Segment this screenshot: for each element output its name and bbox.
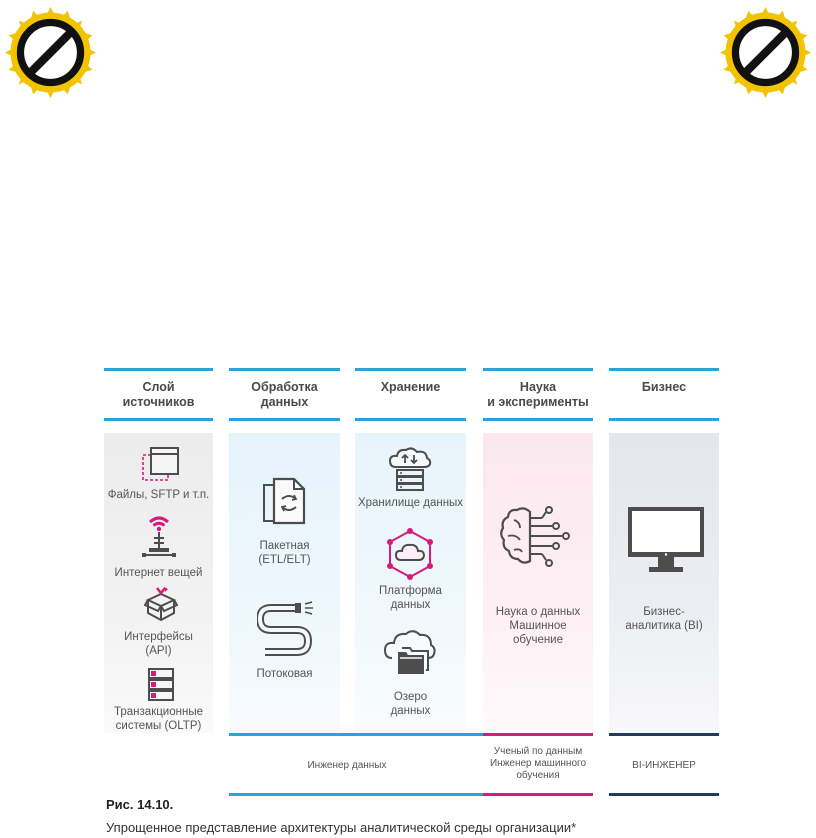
header-line-business-top — [609, 368, 719, 371]
footer-line-ds-top — [483, 733, 593, 736]
stream-pipe-icon — [257, 601, 315, 659]
ai-brain-circuit-icon — [500, 506, 574, 568]
label-batch: Пакетная (ETL/ELT) — [258, 540, 311, 566]
panel-business — [609, 433, 719, 733]
header-line-science-bottom — [483, 418, 593, 421]
role-data-scientist-ml-engineer: Ученый по данным Инженер машинного обучения — [489, 746, 587, 781]
column-title-storage: Хранение — [380, 380, 441, 394]
column-title-sources: Слой источников — [122, 380, 195, 409]
header-line-storage-bottom — [355, 418, 466, 421]
label-data-science: Наука о данных Машинное обучение — [495, 606, 581, 646]
figure-caption: Упрощенное представление архитектуры аналитической среды организации* — [106, 820, 577, 835]
prohibited-badge-right-icon — [720, 7, 811, 98]
column-title-science: Наука и эксперименты — [487, 380, 589, 409]
header-line-storage-top — [355, 368, 466, 371]
api-box-icon — [144, 586, 178, 622]
header-line-processing-bottom — [229, 418, 340, 421]
iot-wifi-icon — [141, 512, 177, 558]
label-stream: Потоковая — [256, 668, 313, 680]
label-lake: Озеро данных — [390, 691, 431, 717]
header-line-sources-bottom — [104, 418, 213, 421]
header-line-sources-top — [104, 368, 213, 371]
label-warehouse: Хранилище данных — [357, 497, 464, 509]
batch-documents-icon — [262, 477, 308, 527]
bi-monitor-icon — [627, 506, 705, 574]
header-line-science-top — [483, 368, 593, 371]
header-line-processing-top — [229, 368, 340, 371]
column-title-processing: Обработка данных — [251, 380, 318, 409]
label-platform: Платформа данных — [379, 585, 442, 611]
role-bi-engineer: BI-ИНЖЕНЕР — [632, 760, 696, 771]
lake-cloud-folders-icon — [384, 628, 436, 676]
footer-line-bi-top — [609, 733, 719, 736]
platform-hexagon-cloud-icon — [386, 528, 434, 580]
figure-number: Рис. 14.10. — [106, 797, 174, 812]
label-api: Интерфейсы (API) — [124, 631, 193, 657]
warehouse-cloud-server-icon — [388, 447, 432, 491]
footer-line-ds-bottom — [483, 793, 593, 796]
role-data-engineer: Инженер данных — [307, 760, 387, 771]
files-window-icon — [142, 447, 180, 483]
label-oltp: Транзакционные системы (OLTP) — [114, 706, 203, 732]
footer-line-bi-bottom — [609, 793, 719, 796]
panel-science — [483, 433, 593, 733]
label-files: Файлы, SFTP и т.п. — [107, 489, 210, 501]
oltp-server-icon — [148, 668, 174, 701]
header-line-business-bottom — [609, 418, 719, 421]
label-bi: Бизнес- аналитика (BI) — [625, 606, 703, 632]
column-title-business: Бизнес — [641, 380, 687, 394]
label-iot: Интернет вещей — [114, 567, 203, 579]
prohibited-badge-left-icon — [5, 7, 96, 98]
